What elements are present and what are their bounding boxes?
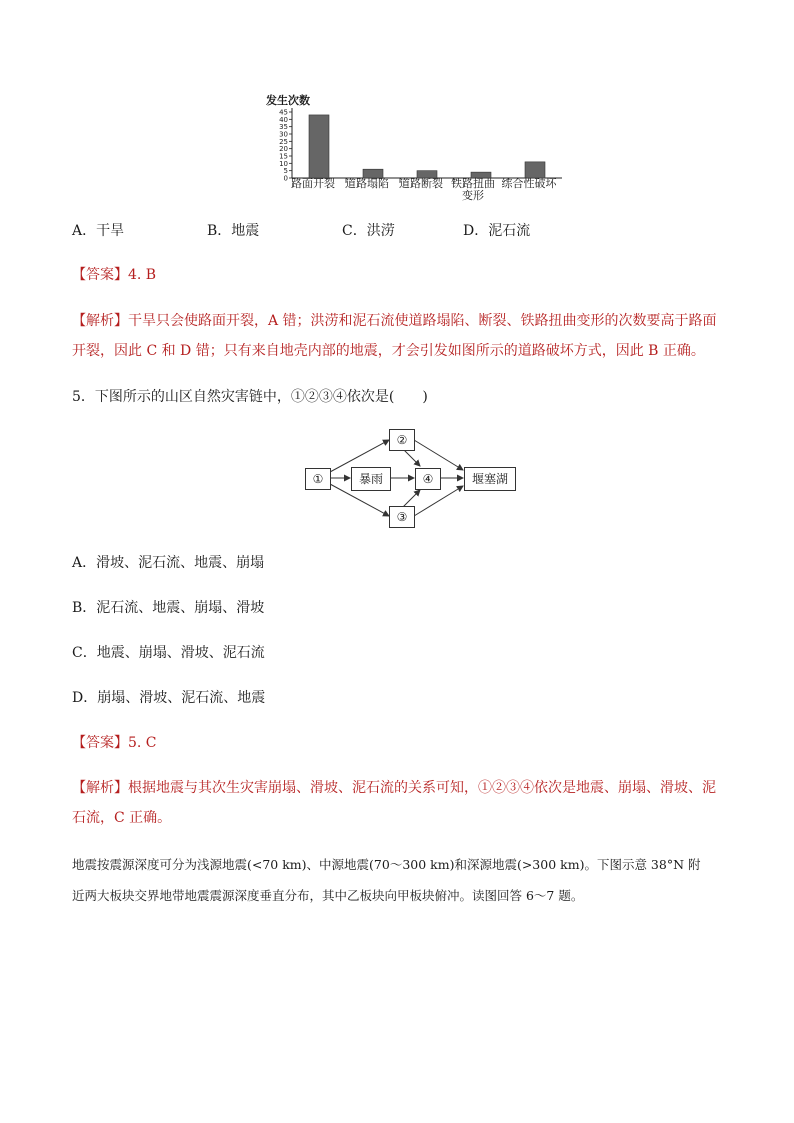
q5-option-d: D．崩塌、滑坡、泥石流、地震 xyxy=(72,690,266,706)
chart-y-axis-title: 发生次数 xyxy=(266,94,310,107)
q4-analysis-line-1: 【解析】干旱只会使路面开裂，A 错；洪涝和泥石流使道路塌陷、断裂、铁路扭曲变形的次数要高于路面 xyxy=(72,313,717,329)
y-tick-label: 25 xyxy=(279,137,288,146)
q4-option-b: B．地震 xyxy=(207,223,260,239)
q5-option-a: A．滑坡、泥石流、地震、崩塌 xyxy=(72,555,265,571)
y-tick-label: 45 xyxy=(279,108,288,117)
node-2: ② xyxy=(389,429,415,451)
q5-option-b: B．泥石流、地震、崩塌、滑坡 xyxy=(72,600,265,616)
y-tick-label: 0 xyxy=(283,174,288,183)
category-label-1: 路面开裂 xyxy=(291,177,335,190)
node-4: ④ xyxy=(415,468,441,490)
category-label-4 xyxy=(446,178,500,202)
bar-5 xyxy=(525,162,545,178)
q4-analysis-line-2: 开裂，因此 C 和 D 错；只有来自地壳内部的地震，才会引发如图所示的道路破坏方式，因此 B 正确。 xyxy=(72,343,705,359)
bar-1 xyxy=(309,115,329,178)
q4-option-d: D．泥石流 xyxy=(463,223,531,239)
y-tick-label: 30 xyxy=(279,130,288,139)
q4-answer: 【答案】4. B xyxy=(72,267,157,283)
node-rain: 暴雨 xyxy=(351,467,391,491)
category-label-2: 道路塌陷 xyxy=(345,177,389,190)
q5-answer: 【答案】5. C xyxy=(72,735,157,751)
category-label-3: 道路断裂 xyxy=(399,177,443,190)
q5-analysis-line-1: 【解析】根据地震与其次生灾害崩塌、滑坡、泥石流的关系可知，①②③④依次是地震、崩塌、滑坡、泥 xyxy=(72,780,716,796)
y-tick-label: 40 xyxy=(279,115,288,124)
disaster-chain-diagram xyxy=(300,426,520,531)
node-dam: 堰塞湖 xyxy=(464,467,516,491)
passage-line-2: 近两大板块交界地带地震震源深度垂直分布，其中乙板块向甲板块俯冲。读图回答 6～7 题。 xyxy=(72,888,584,903)
y-tick-label: 15 xyxy=(279,152,288,161)
node-1: ① xyxy=(305,468,331,490)
y-tick-label: 5 xyxy=(283,167,288,176)
bar-chart xyxy=(262,90,572,210)
q5-option-c: C．地震、崩塌、滑坡、泥石流 xyxy=(72,645,265,661)
q5-analysis-line-2: 石流，C 正确。 xyxy=(72,810,172,826)
q4-option-a: A．干旱 xyxy=(72,223,125,239)
q5-stem: 5．下图所示的山区自然灾害链中，①②③④依次是( ) xyxy=(72,389,428,405)
y-tick-label: 10 xyxy=(279,159,288,168)
node-3: ③ xyxy=(389,506,415,528)
y-tick-label: 35 xyxy=(279,123,288,132)
q4-option-c: C．洪涝 xyxy=(342,223,395,239)
category-label-4-line2: 变形 xyxy=(462,189,484,202)
y-tick-label: 20 xyxy=(279,145,288,154)
category-label-4-line1: 铁路扭曲 xyxy=(451,177,495,190)
category-label-5: 综合性破坏 xyxy=(501,177,557,190)
passage-line-1: 地震按震源深度可分为浅源地震(<70 km)、中源地震(70～300 km)和深源地震(>300 km)。下图示意 38°N 附 xyxy=(72,857,701,872)
